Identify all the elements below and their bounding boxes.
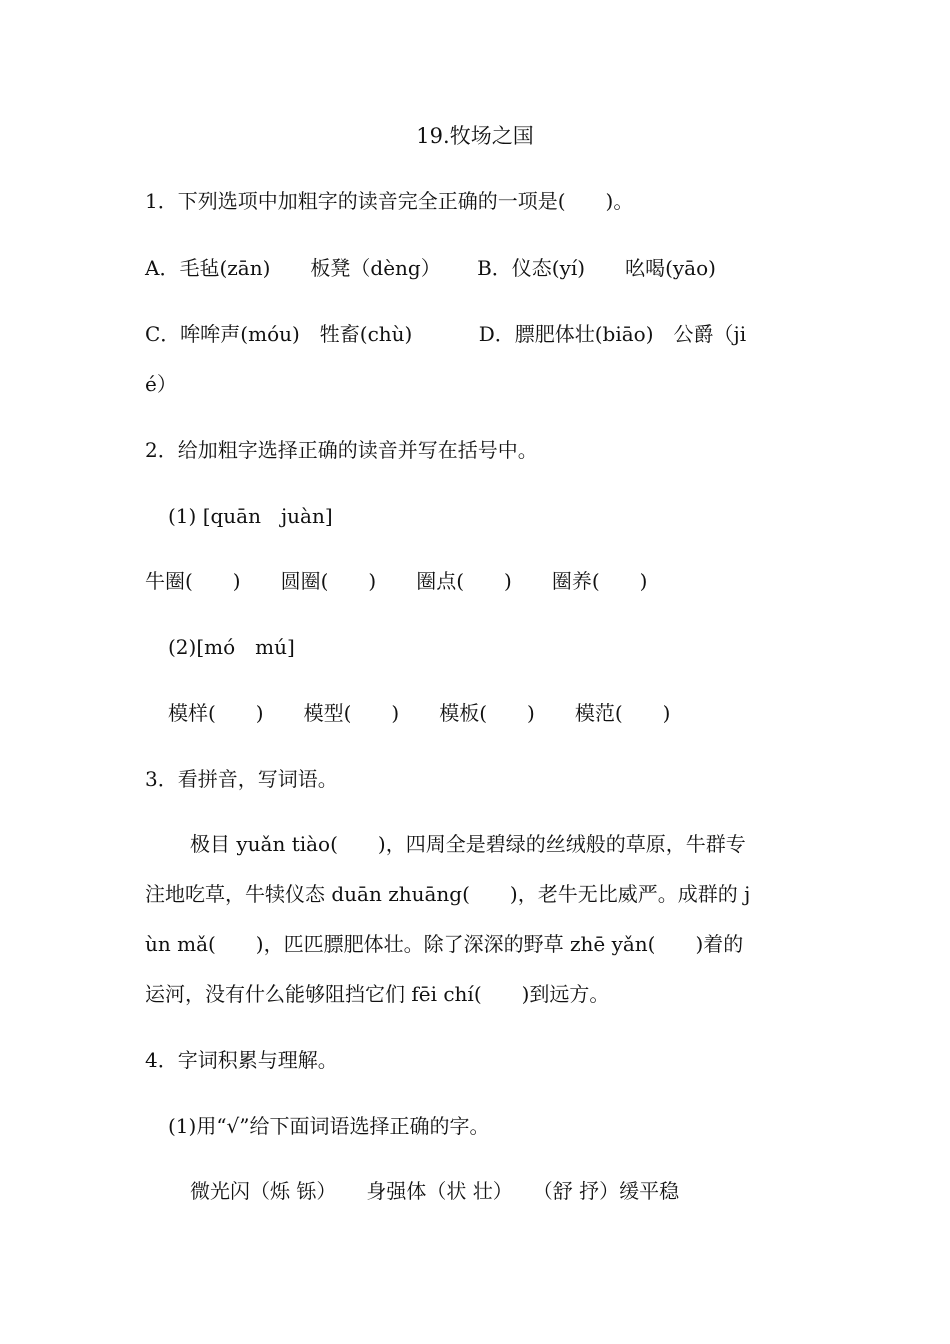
page-title: 19.牧场之国 <box>416 124 534 148</box>
question-1-options-ab: A．毛毡(zān) 板凳（dèng） B．仪态(yí) 吆喝(yāo) <box>145 256 716 280</box>
question-1-stem: 1．下列选项中加粗字的读音完全正确的一项是( )。 <box>145 189 634 213</box>
question-2-stem: 2．给加粗字选择正确的读音并写在括号中。 <box>145 438 538 462</box>
question-1-options-cd-continued: é） <box>145 372 177 396</box>
question-4-sub1-label: (1)用“√”给下面词语选择正确的字。 <box>168 1114 490 1138</box>
question-3-paragraph-line-2: 注地吃草，牛犊仪态 duān zhuāng( )，老牛无比威严。成群的 j <box>145 882 751 906</box>
question-2-sub1-items: 牛圈( ) 圆圈( ) 圈点( ) 圈养( ) <box>145 569 648 593</box>
question-1-options-cd: C．哞哞声(móu) 牲畜(chù) D．膘肥体壮(biāo) 公爵（ji <box>145 322 747 346</box>
question-2-sub1-label: (1) [quān juàn] <box>168 504 333 528</box>
question-3-stem: 3．看拼音，写词语。 <box>145 767 338 791</box>
question-4-stem: 4．字词积累与理解。 <box>145 1048 338 1072</box>
question-2-sub2-label: (2)[mó mú] <box>168 635 295 659</box>
question-3-paragraph-line-3: ùn mǎ( )，匹匹膘肥体壮。除了深深的野草 zhē yǎn( )着的 <box>145 932 744 956</box>
question-4-sub1-items: 微光闪（烁 铄） 身强体（状 壮） （舒 抒）缓平稳 <box>190 1179 680 1203</box>
question-3-paragraph-line-4: 运河，没有什么能够阻挡它们 fēi chí( )到远方。 <box>145 982 610 1006</box>
question-2-sub2-items: 模样( ) 模型( ) 模板( ) 模范( ) <box>168 701 671 725</box>
question-3-paragraph-line-1: 极目 yuǎn tiào( )，四周全是碧绿的丝绒般的草原，牛群专 <box>190 832 746 856</box>
